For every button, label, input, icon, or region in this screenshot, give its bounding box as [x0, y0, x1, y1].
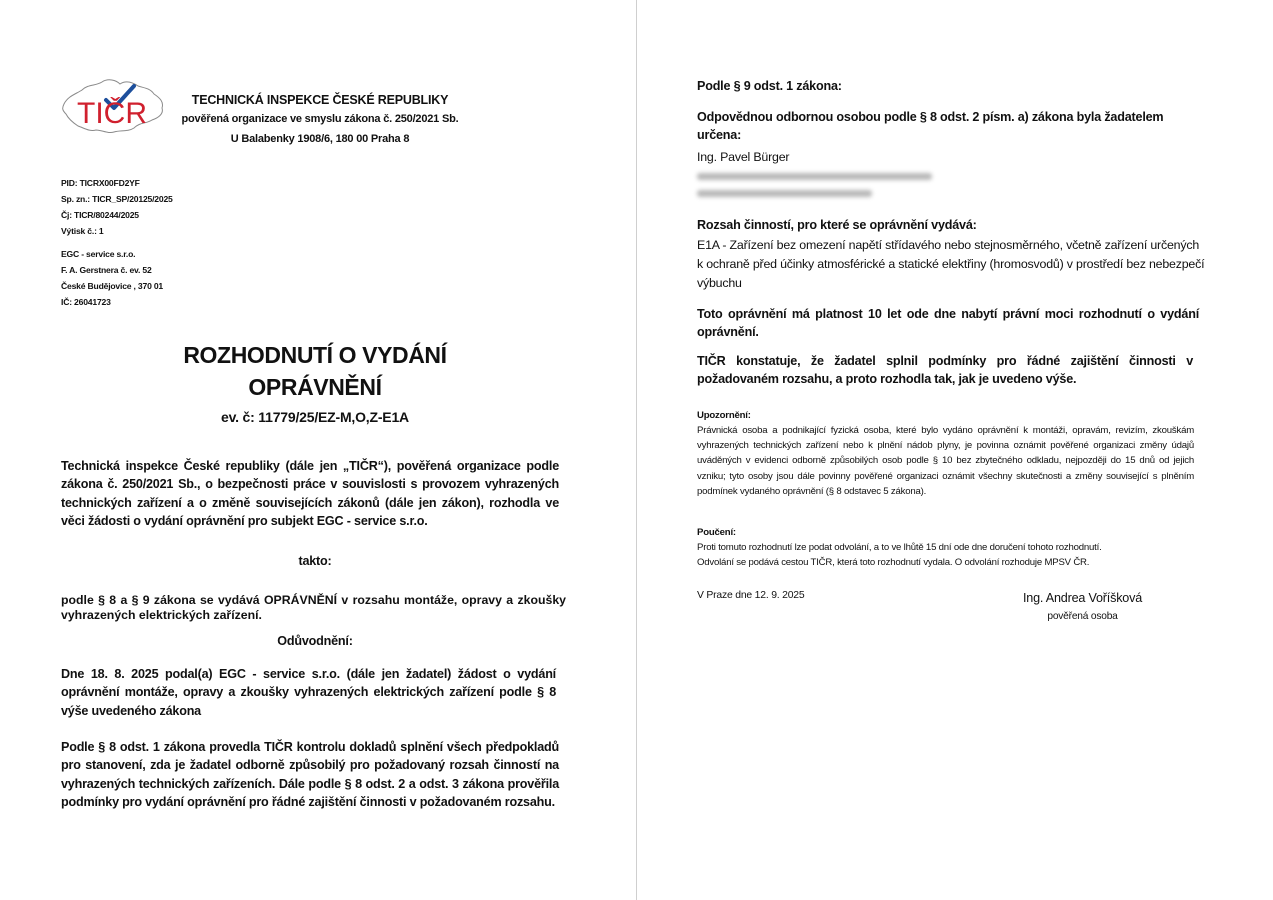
page-divider [636, 0, 637, 900]
recipient-name: EGC - service s.r.o. [61, 249, 136, 259]
svg-text:TIČR: TIČR [77, 97, 147, 130]
czech-map-logo-icon [60, 74, 168, 138]
intro-paragraph: Technická inspekce České republiky (dále jen „TIČR“), pověřená organizace podle zákona č. 250/2021 Sb., o bezpečnosti práce v souvislosti s provozem vyhrazených technických zařízení a o změně souvisejících zákonů (dále jen zákon), rozhodla ve věci žádosti o vydání oprávnění pro subjekt EGC - service s.r.o. [61, 459, 559, 529]
file-number: Sp. zn.: TICR_SP/20125/2025 [61, 194, 173, 204]
recipient-ic: IČ: 26041723 [61, 297, 111, 307]
ticr-logo [60, 74, 168, 138]
org-subtitle: pověřená organizace ve smyslu zákona č. 250/2021 Sb. [181, 113, 459, 125]
validity-paragraph: Toto oprávnění má platnost 10 let ode dne nabytí právní moci rozhodnutí o vydání oprávnění. [697, 307, 1199, 340]
title-line-2: OPRÁVNĚNÍ [248, 374, 382, 400]
scope-text: E1A - Zařízení bez omezení napětí střídavého nebo stejnosměrného, včetně zařízení určených k ochraně před účinky atmosférické a statické elektřiny (hromosvodů) v prostředí bez nebezpečí výbuchu [697, 238, 1205, 290]
reference-number: Čj: TICR/80244/2025 [61, 210, 139, 220]
instruction-heading: Poučení: [697, 527, 736, 538]
pid: PID: TICRX00FD2YF [61, 178, 140, 188]
redacted-address-line [697, 173, 932, 180]
document-meta [61, 175, 173, 239]
document-title [60, 339, 570, 403]
org-address: U Balabenky 1908/6, 180 00 Praha 8 [230, 133, 410, 145]
evidence-number: ev. č: 11779/25/EZ-M,O,Z-E1A [221, 409, 409, 425]
org-name: TECHNICKÁ INSPEKCE ČESKÉ REPUBLIKY [191, 93, 449, 107]
check-paragraph: Podle § 8 odst. 1 zákona provedla TIČR kontrolu dokladů splnění všech předpokladů pro stanovení, zda je žadatel odborně způsobilý pro požadovaný rozsah činností na vyhrazených technických zařízeních. Dále podle § 8 odst. 2 a odst. 3 zákona prověřila podmínky pro vydání oprávnění pro řádné zajištění činnosti v požadovaném rozsahu. [61, 740, 559, 810]
responsible-person-name: Ing. Pavel Bürger [697, 150, 790, 164]
recipient-address [61, 246, 163, 310]
reasoning-heading: Odůvodnění: [277, 634, 353, 648]
instruction-text [697, 540, 1197, 570]
place-date: V Praze dne 12. 9. 2025 [697, 590, 805, 601]
signatory-name: Ing. Andrea Voříšková [1022, 591, 1143, 605]
verdict-paragraph: podle § 8 a § 9 zákona se vydává OPRÁVNĚNÍ v rozsahu montáže, opravy a zkoušky vyhrazených elektrických zařízení. [61, 593, 566, 622]
responsible-person-heading: Odpovědnou odbornou osobou podle § 8 odst. 2 písm. a) zákona byla žadatelem určena: [697, 110, 1164, 143]
recipient-city: České Budějovice , 370 01 [61, 281, 164, 291]
document-page-1 [0, 0, 636, 900]
recipient-street: F. A. Gerstnera č. ev. 52 [61, 265, 152, 275]
instruction-line-1: Proti tomuto rozhodnutí lze podat odvolání, a to ve lhůtě 15 dní ode dne doručení tohoto rozhodnutí. [697, 542, 1102, 553]
statement-paragraph: TIČR konstatuje, že žadatel splnil podmínky pro řádné zajištění činnosti v požadovaném rozsahu, a proto rozhodla tak, jak je uvedeno výše. [697, 354, 1193, 387]
notice-text: Právnická osoba a podnikající fyzická osoba, které bylo vydáno oprávnění k montáži, opravám, revizím, zkouškám vyhrazených technických zařízení nebo k plnění nádob plyny, je povinna oznámit pověřené organizaci změny údajů uváděných v evidenci odborně způsobilých osob podle § 10 bez zbytečného odkladu, nejpozději do 15 dnů od jejich vzniku; tyto osoby jsou dále povinny pověřené organizaci oznámit všechny skutečnosti a změny související s plněním podmínek vydaného oprávnění (§ 8 odstavec 5 zákona). [697, 425, 1194, 497]
title-line-1: ROZHODNUTÍ O VYDÁNÍ [183, 342, 447, 368]
section-9-heading: Podle § 9 odst. 1 zákona: [697, 79, 842, 93]
scope-heading: Rozsah činností, pro které se oprávnění vydává: [697, 218, 977, 232]
takto-heading: takto: [298, 554, 332, 568]
redacted-birthdate-line [697, 190, 872, 197]
signatory-role: pověřená osoba [1047, 611, 1118, 622]
notice-heading: Upozornění: [697, 410, 751, 421]
copy-number: Výtisk č.: 1 [61, 226, 104, 236]
instruction-line-2: Odvolání se podává cestou TIČR, která toto rozhodnutí vydala. O odvolání rozhoduje MPSV ČR. [697, 557, 1090, 569]
request-paragraph: Dne 18. 8. 2025 podal(a) EGC - service s.r.o. (dále jen žadatel) žádost o vydání oprávnění montáže, opravy a zkoušky vyhrazených elektrických zařízení podle § 8 výše uvedeného zákona [61, 667, 556, 718]
